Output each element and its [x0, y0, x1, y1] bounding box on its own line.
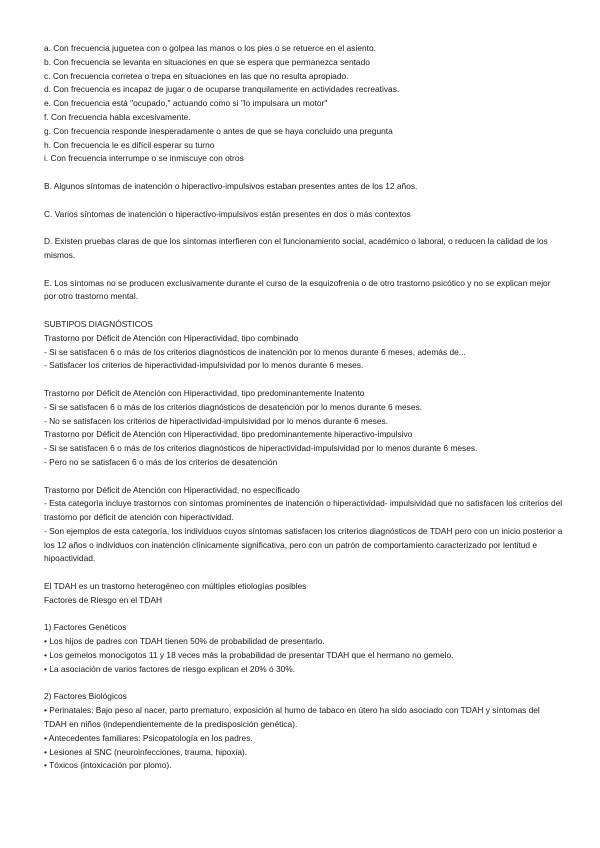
- criteria-item: h. Con frecuencia le es difícil esperar su turno: [44, 139, 215, 150]
- subtype-criterion: - Esta categoría incluye trastornos con síntomas prominentes de inatención o hiperactividad- impulsividad que no satisfacen los criterios del trastorno por déficit de atención con hiperactividad.: [44, 498, 563, 523]
- bullet-item: • Los hijos de padres con TDAH tienen 50% de probabilidad de presentarlo.: [44, 636, 325, 647]
- criteria-item: g. Con frecuencia responde inesperadamente o antes de que se haya concluido una pregunta: [44, 125, 393, 136]
- criteria-item: a. Con frecuencia juguetea con o golpea las manos o los pies o se retuerce en el asiento.: [44, 43, 376, 53]
- genetic-factors-section: [44, 621, 564, 676]
- bullet-item: • Los gemelos monocigotos 11 y 18 veces más la probabilidad de presentar TDAH que el hermano no gemelo.: [44, 650, 454, 661]
- biological-factors-section: [44, 690, 564, 773]
- document-body: [44, 42, 564, 773]
- risk-factors-title: Factores de Riesgo en el TDAH: [44, 594, 163, 605]
- subtype-criterion: - Son ejemplos de esta categoría, los individuos cuyos síntomas satisfacen los criterios diagnósticos de TDAH pero con un inicio posterior a los 12 años o individuos con inatención clínicamente significativa, pero con un patrón de comportamiento caracterizado por lentitud e hipoactividad.: [44, 525, 563, 564]
- subtypes-heading: SUBTIPOS DIAGNÓSTICOS: [44, 318, 153, 329]
- subtype-title: Trastorno por Déficit de Atención con Hiperactividad, tipo predominantemente hiperactivo-impulsivo: [44, 429, 413, 440]
- subtype-criterion: - Si se satisfacen 6 o más de los criterios diagnósticos de inatención por lo menos durante 6 meses, además de...: [44, 346, 466, 357]
- criterion-c: C. Varios síntomas de inatención o hiperactivo-impulsivos están presentes en dos o más contextos: [44, 208, 411, 219]
- criteria-item: c. Con frecuencia corretea o trepa en situaciones en las que no resulta apropiado.: [44, 70, 349, 81]
- criterion-d: D. Existen pruebas claras de que los síntomas interfieren con el funcionamiento social, académico o laboral, o reducen la calidad de los mismos.: [44, 236, 548, 260]
- subtype-title: Trastorno por Déficit de Atención con Hiperactividad, tipo predominantemente Inatento: [44, 387, 365, 398]
- subtype-criterion: - Satisfacer los criterios de hiperactividad-impulsividad por lo menos durante 6 meses.: [44, 360, 364, 371]
- criteria-item: e. Con frecuencia está "ocupado," actuando como si "lo impulsara un motor": [44, 98, 328, 109]
- criterion-e: E. Los síntomas no se producen exclusivamente durante el curso de la esquizofrenia o de otro trastorno psicótico y no se explican mejor por otro trastorno mental.: [44, 277, 551, 302]
- bullet-item: • Perinatales: Bajo peso al nacer, parto prematuro, exposición al humo de tabaco en útero ha sido asociado con TDAH y síntomas del TDAH en niños (independientemente de la predisposición genética).: [44, 705, 540, 730]
- criteria-item: i. Con frecuencia interrumpe o se inmiscuye con otros: [44, 153, 244, 164]
- subtypes-section: [44, 318, 564, 566]
- bullet-item: • Antecedentes familiares: Psicopatología en los padres.: [44, 732, 253, 743]
- subtype-title: Trastorno por Déficit de Atención con Hiperactividad, no especificado: [44, 484, 300, 495]
- criterion-b: B. Algunos síntomas de inatención o hiperactivo-impulsivos estaban presentes antes de los 12 años.: [44, 180, 418, 191]
- criteria-item: b. Con frecuencia se levanta en situaciones en que se espera que permanezca sentado: [44, 56, 370, 67]
- genetic-factors-heading: 1) Factores Genéticos: [44, 622, 127, 633]
- subtype-criterion: - Si se satisfacen 6 o más de los criterios diagnósticos de hiperactividad-impulsividad por lo menos durante 6 meses.: [44, 443, 478, 454]
- subtype-title: Trastorno por Déficit de Atención con Hiperactividad, tipo combinado: [44, 332, 299, 343]
- biological-factors-heading: 2) Factores Biológicos: [44, 691, 127, 702]
- criteria-list: [44, 42, 564, 166]
- criteria-item: d. Con frecuencia es incapaz de jugar o de ocuparse tranquilamente en actividades recreativas.: [44, 84, 400, 95]
- subtype-criterion: - No se satisfacen los criterios de hiperactividad-impulsividad por lo menos durante 6 meses.: [44, 415, 389, 426]
- criteria-item: f. Con frecuencia habla excesivamente.: [44, 111, 191, 122]
- bullet-item: • Lesiones al SNC (neuroinfecciones, trauma, hipoxia).: [44, 746, 248, 757]
- intro-line: El TDAH es un trastorno heterogéneo con múltiples etiologías posibles: [44, 581, 307, 592]
- bullet-item: • Tóxicos (intoxicación por plomo).: [44, 760, 172, 771]
- subtype-criterion: - Si se satisfacen 6 o más de los criterios diagnósticos de desatención por lo menos durante 6 meses.: [44, 401, 423, 412]
- subtype-criterion: - Pero no se satisfacen 6 o más de los criterios de desatención: [44, 456, 278, 467]
- bullet-item: • La asociación de varios factores de riesgo explican el 20% ó 30%.: [44, 663, 296, 674]
